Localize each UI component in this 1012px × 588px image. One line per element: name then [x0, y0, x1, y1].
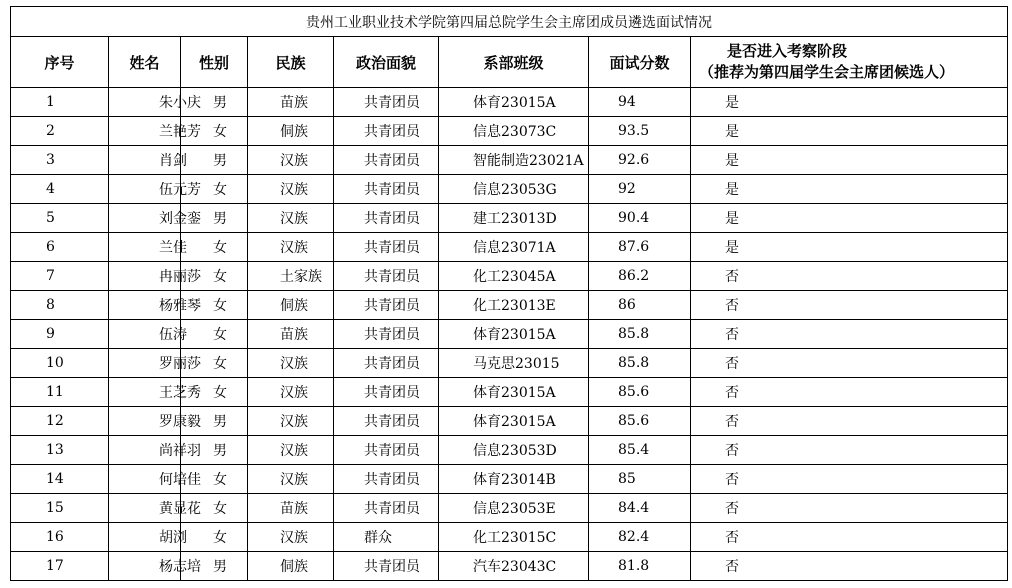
- table-row: [11, 552, 1008, 581]
- cell-score: 85.8: [589, 320, 691, 349]
- cell-gender: 男: [181, 407, 248, 436]
- cell-gender: 男: [181, 436, 248, 465]
- cell-political: 共青团员: [334, 117, 439, 146]
- cell-ethnicity: 侗族: [248, 552, 334, 581]
- cell-class: 化工23013E: [439, 291, 589, 320]
- cell-score: 85.6: [589, 378, 691, 407]
- cell-ethnicity: 汉族: [248, 349, 334, 378]
- cell-class: 化工23015C: [439, 523, 589, 552]
- cell-score: 85.6: [589, 407, 691, 436]
- cell-class: 体育23015A: [439, 320, 589, 349]
- cell-gender: 女: [181, 494, 248, 523]
- cell-advance: 否: [691, 436, 1008, 465]
- cell-ethnicity: 侗族: [248, 291, 334, 320]
- cell-score: 92: [589, 175, 691, 204]
- cell-name: 朱小庆: [109, 88, 181, 117]
- cell-name: 刘金銮: [109, 204, 181, 233]
- cell-class: 信息23073C: [439, 117, 589, 146]
- cell-political: 共青团员: [334, 378, 439, 407]
- cell-advance: 是: [691, 175, 1008, 204]
- cell-name: 杨雅琴: [109, 291, 181, 320]
- cell-class: 汽车23043C: [439, 552, 589, 581]
- header-advance: [691, 37, 1008, 88]
- cell-advance: 否: [691, 552, 1008, 581]
- table-row: [11, 320, 1008, 349]
- cell-gender: 女: [181, 233, 248, 262]
- cell-advance: 否: [691, 407, 1008, 436]
- cell-index: 14: [11, 465, 109, 494]
- cell-name: 尚祥羽: [109, 436, 181, 465]
- cell-class: 信息23053E: [439, 494, 589, 523]
- cell-ethnicity: 汉族: [248, 436, 334, 465]
- cell-political: 共青团员: [334, 407, 439, 436]
- cell-score: 90.4: [589, 204, 691, 233]
- cell-advance: 否: [691, 378, 1008, 407]
- cell-class: 体育23015A: [439, 407, 589, 436]
- table-row: [11, 291, 1008, 320]
- cell-class: 体育23015A: [439, 88, 589, 117]
- cell-score: 94: [589, 88, 691, 117]
- cell-gender: 女: [181, 523, 248, 552]
- cell-ethnicity: 苗族: [248, 320, 334, 349]
- table-row: [11, 349, 1008, 378]
- cell-advance: 否: [691, 523, 1008, 552]
- cell-name: 兰佳: [109, 233, 181, 262]
- cell-advance: 是: [691, 204, 1008, 233]
- cell-name: 冉丽莎: [109, 262, 181, 291]
- cell-score: 82.4: [589, 523, 691, 552]
- cell-gender: 男: [181, 88, 248, 117]
- cell-index: 11: [11, 378, 109, 407]
- cell-political: 共青团员: [334, 146, 439, 175]
- cell-political: 共青团员: [334, 552, 439, 581]
- cell-political: 共青团员: [334, 436, 439, 465]
- table-body: [11, 88, 1008, 581]
- cell-class: 马克思23015: [439, 349, 589, 378]
- cell-political: 共青团员: [334, 233, 439, 262]
- cell-name: 胡浏: [109, 523, 181, 552]
- cell-score: 85: [589, 465, 691, 494]
- cell-political: 共青团员: [334, 320, 439, 349]
- cell-advance: 否: [691, 320, 1008, 349]
- table-row: [11, 407, 1008, 436]
- cell-ethnicity: 汉族: [248, 146, 334, 175]
- cell-name: 王芝秀: [109, 378, 181, 407]
- header-advance-line1: 是否进入考察阶段: [727, 42, 848, 60]
- cell-name: 何培佳: [109, 465, 181, 494]
- cell-index: 12: [11, 407, 109, 436]
- cell-index: 15: [11, 494, 109, 523]
- cell-score: 92.6: [589, 146, 691, 175]
- cell-score: 93.5: [589, 117, 691, 146]
- cell-gender: 女: [181, 291, 248, 320]
- cell-gender: 女: [181, 378, 248, 407]
- cell-gender: 男: [181, 204, 248, 233]
- cell-index: 5: [11, 204, 109, 233]
- cell-name: 罗丽莎: [109, 349, 181, 378]
- cell-political: 共青团员: [334, 204, 439, 233]
- header-name: 姓名: [109, 37, 181, 88]
- cell-ethnicity: 汉族: [248, 204, 334, 233]
- cell-political: 共青团员: [334, 494, 439, 523]
- cell-political: 群众: [334, 523, 439, 552]
- header-index: 序号: [11, 37, 109, 88]
- cell-index: 10: [11, 349, 109, 378]
- table-row: [11, 146, 1008, 175]
- header-row: [11, 37, 1008, 88]
- header-ethnicity: 民族: [248, 37, 334, 88]
- cell-name: 肖剑: [109, 146, 181, 175]
- cell-ethnicity: 侗族: [248, 117, 334, 146]
- table-row: [11, 88, 1008, 117]
- cell-advance: 否: [691, 262, 1008, 291]
- header-class: 系部班级: [439, 37, 589, 88]
- cell-class: 体育23014B: [439, 465, 589, 494]
- cell-index: 3: [11, 146, 109, 175]
- header-political: 政治面貌: [334, 37, 439, 88]
- interview-results-table: [10, 6, 1008, 581]
- cell-advance: 是: [691, 146, 1008, 175]
- cell-political: 共青团员: [334, 88, 439, 117]
- cell-ethnicity: 汉族: [248, 233, 334, 262]
- table-row: [11, 262, 1008, 291]
- cell-political: 共青团员: [334, 175, 439, 204]
- cell-name: 兰艳芳: [109, 117, 181, 146]
- cell-name: 黄显花: [109, 494, 181, 523]
- cell-political: 共青团员: [334, 349, 439, 378]
- cell-ethnicity: 苗族: [248, 494, 334, 523]
- cell-name: 罗康毅: [109, 407, 181, 436]
- table-row: [11, 465, 1008, 494]
- cell-class: 信息23053G: [439, 175, 589, 204]
- table-title: 贵州工业职业技术学院第四届总院学生会主席团成员遴选面试情况: [11, 7, 1008, 37]
- cell-political: 共青团员: [334, 291, 439, 320]
- cell-gender: 女: [181, 175, 248, 204]
- cell-ethnicity: 汉族: [248, 407, 334, 436]
- cell-gender: 女: [181, 349, 248, 378]
- cell-political: 共青团员: [334, 465, 439, 494]
- cell-class: 建工23013D: [439, 204, 589, 233]
- cell-class: 智能制造23021A: [439, 146, 589, 175]
- cell-name: 杨志培: [109, 552, 181, 581]
- cell-ethnicity: 汉族: [248, 465, 334, 494]
- cell-index: 6: [11, 233, 109, 262]
- cell-index: 9: [11, 320, 109, 349]
- table-row: [11, 436, 1008, 465]
- cell-index: 7: [11, 262, 109, 291]
- cell-score: 86: [589, 291, 691, 320]
- cell-advance: 否: [691, 291, 1008, 320]
- cell-class: 体育23015A: [439, 378, 589, 407]
- cell-advance: 是: [691, 88, 1008, 117]
- cell-advance: 是: [691, 117, 1008, 146]
- cell-index: 16: [11, 523, 109, 552]
- cell-ethnicity: 土家族: [248, 262, 334, 291]
- table-row: [11, 233, 1008, 262]
- cell-advance: 否: [691, 465, 1008, 494]
- cell-advance: 是: [691, 233, 1008, 262]
- header-gender: 性别: [181, 37, 248, 88]
- cell-ethnicity: 汉族: [248, 175, 334, 204]
- cell-score: 87.6: [589, 233, 691, 262]
- table-row: [11, 523, 1008, 552]
- cell-name: 伍涛: [109, 320, 181, 349]
- cell-score: 85.4: [589, 436, 691, 465]
- header-score: 面试分数: [589, 37, 691, 88]
- cell-political: 共青团员: [334, 262, 439, 291]
- cell-index: 17: [11, 552, 109, 581]
- cell-gender: 男: [181, 146, 248, 175]
- table-row: [11, 175, 1008, 204]
- table-row: [11, 204, 1008, 233]
- table-row: [11, 378, 1008, 407]
- cell-advance: 否: [691, 349, 1008, 378]
- cell-ethnicity: 汉族: [248, 523, 334, 552]
- table-row: [11, 117, 1008, 146]
- cell-score: 84.4: [589, 494, 691, 523]
- cell-gender: 男: [181, 552, 248, 581]
- cell-ethnicity: 汉族: [248, 378, 334, 407]
- header-advance-line2: （推荐为第四届学生会主席团候选人）: [699, 63, 955, 81]
- cell-score: 81.8: [589, 552, 691, 581]
- cell-index: 1: [11, 88, 109, 117]
- cell-class: 化工23045A: [439, 262, 589, 291]
- cell-index: 8: [11, 291, 109, 320]
- cell-class: 信息23071A: [439, 233, 589, 262]
- cell-index: 4: [11, 175, 109, 204]
- cell-score: 86.2: [589, 262, 691, 291]
- cell-index: 2: [11, 117, 109, 146]
- cell-gender: 女: [181, 117, 248, 146]
- cell-name: 伍元芳: [109, 175, 181, 204]
- table-row: [11, 494, 1008, 523]
- cell-gender: 女: [181, 320, 248, 349]
- cell-gender: 女: [181, 465, 248, 494]
- cell-gender: 女: [181, 262, 248, 291]
- cell-ethnicity: 苗族: [248, 88, 334, 117]
- cell-index: 13: [11, 436, 109, 465]
- cell-class: 信息23053D: [439, 436, 589, 465]
- cell-score: 85.8: [589, 349, 691, 378]
- cell-advance: 否: [691, 494, 1008, 523]
